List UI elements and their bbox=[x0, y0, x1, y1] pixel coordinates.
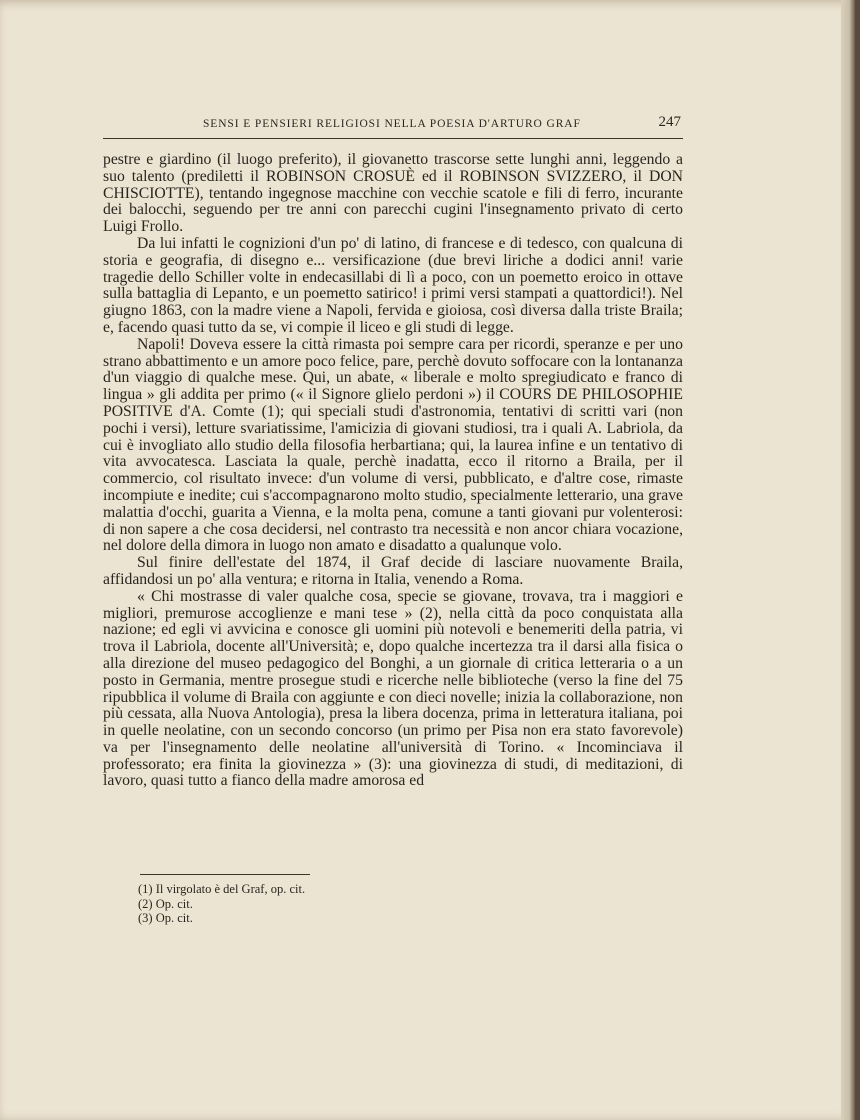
footnotes bbox=[138, 882, 538, 926]
page-number: 247 bbox=[658, 114, 681, 130]
footnote: (2) Op. cit. bbox=[138, 896, 193, 911]
running-header bbox=[103, 112, 683, 139]
paragraph: Da lui infatti le cognizioni d'un po' di latino, di francese e di tedesco, con qualcuna di storia e geografia, di disegno e... versificazione (due brevi liriche a dodici anni! varie tragedie dello Schiller volte in endecasillabi di lì a poco, con un poemetto eroico in ottave sulla battaglia di Lepanto, e un poemetto satirico! i primi versi stampati a quattordici!). Nel giugno 1863, con la madre viene a Napoli, fervida e gioiosa, così diversa dalla triste Braila; e, facendo quasi tutto da se, vi compie il liceo e gli studi di legge. bbox=[103, 234, 683, 336]
footnote-rule bbox=[140, 874, 310, 875]
running-title: SENSI E PENSIERI RELIGIOSI NELLA POESIA D'ARTURO GRAF bbox=[203, 118, 581, 130]
main-text bbox=[103, 152, 683, 790]
paragraph: Sul finire dell'estate del 1874, il Graf decide di lasciare nuovamente Braila, affidandosi un po' alla ventura; e ritorna in Italia, venendo a Roma. bbox=[103, 554, 683, 588]
paragraph: « Chi mostrasse di valer qualche cosa, specie se giovane, trovava, tra i maggiori e migliori, premurose accoglienze e mani tese » (2), nella città da poco conquistata alla nazione; ed egli vi avvicina e conosce gli uomini più notevoli e benemeriti della patria, vi trova il Labriola, docente all'Università; e, dopo qualche incertezza tra il darsi alla fisica o alla direzione del museo pedagogico del Bonghi, a un giornale di critica letteraria o a un posto in Germania, mentre prosegue studi e ricerche nelle biblioteche (verso la fine del 75 ripubblica il volume di Braila con aggiunte e con dieci novelle; inizia la collaborazione, non più cessata, alla Nuova Antologia), presa la libera docenza, prima in letteratura italiana, poi in quelle neolatine, con un secondo concorso (un primo per Pisa non era stato favorevole) va per l'insegnamento delle neolatine all'università di Torino. « Incominciava il professorato; era finita la giovinezza » (3): una giovinezza di studi, di meditazioni, di lavoro, quasi tutto a fianco della madre amorosa ed bbox=[103, 587, 683, 790]
footnote: (3) Op. cit. bbox=[138, 911, 193, 925]
paragraph: pestre e giardino (il luogo preferito), il giovanetto trascorse sette lunghi anni, leggendo a suo talento (prediletti il ROBINSON CROSUÈ ed il ROBINSON SVIZZERO, il DON CHISCIOTTE), tentando ingegnose macchine con vecchie scatole e fili di ferro, incurante dei balocchi, seguendo per tre anni con parecchi cugini l'insegnamento privato di certo Luigi Frollo. bbox=[103, 151, 683, 236]
page-edge bbox=[841, 0, 855, 1120]
paragraph: Napoli! Doveva essere la città rimasta poi sempre cara per ricordi, speranze e per uno strano abbattimento e un amore poco felice, pare, perchè dovuto soffocare con la lontananza d'un viaggio di qualche mese. Qui, un abate, « liberale e molto spregiudicato e franco di lingua » gli addita per primo (« il Signore glielo perdoni ») il COURS DE PHILOSOPHIE POSITIVE d'A. Comte (1); qui speciali studi d'astronomia, tentativi di scritti vari (non pochi i versi), letture svariatissime, l'amicizia di giovani studiosi, tra i quali A. Labriola, da cui è invogliato allo studio della filosofia herbartiana; qui, la laurea infine e un tentativo di vita avvocatesca. Lasciata la quale, perchè inadatta, ecco il ritorno a Braila, per il commercio, col risultato invece: d'un volume di versi, pubblicato, e d'altre cose, rimaste incompiute e inedite; cui s'accompagnarono molto studio, specialmente letterario, una grave malattia d'occhi, guarita a Vienna, e la molta pena, comune a tanti giovani pur volenterosi: di non sapere a che cosa decidersi, nel contrasto tra necessità e non ancor chiara vocazione, nel dolore della dimora in luogo non amato e disadatto a qualunque volo. bbox=[103, 335, 683, 555]
footnote: (1) Il virgolato è del Graf, op. cit. bbox=[138, 882, 306, 896]
